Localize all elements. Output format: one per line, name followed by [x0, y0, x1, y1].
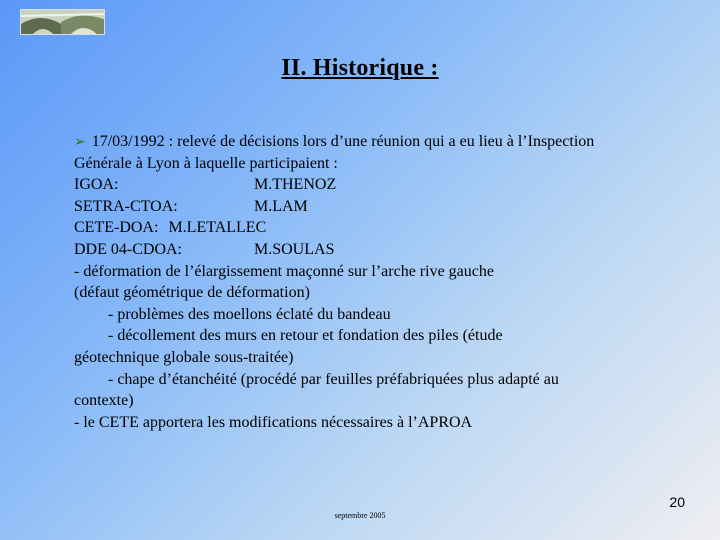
point-2: - le CETE apportera les modifications nécessaires à l’APROA — [74, 413, 473, 431]
participant-row — [74, 196, 694, 218]
intro-text-2: Générale à Lyon à laquelle participaient : — [74, 154, 338, 172]
slide-body — [74, 131, 694, 433]
participant-org: IGOA: — [74, 176, 119, 194]
sub-point-3-line-1: - chape d’étanchéité (procédé par feuilles préfabriquées plus adapté au — [108, 370, 559, 388]
participant-org: DDE 04-CDOA: — [74, 240, 182, 258]
participant-org: SETRA-CTOA: — [74, 197, 178, 215]
bridge-photo-logo — [20, 9, 105, 35]
participant-name: M.LETALLEC — [168, 219, 267, 237]
intro-line — [74, 131, 694, 153]
page-number: 20 — [669, 494, 685, 510]
participant-name: M.THENOZ — [254, 176, 337, 194]
footer-date: septembre 2005 — [334, 511, 386, 520]
sub-point-1: - problèmes des moellons éclaté du bandeau — [108, 305, 391, 323]
slide-title: II. Historique : — [281, 55, 439, 81]
point-1-line-1: - déformation de l’élargissement maçonné sur l’arche rive gauche — [74, 262, 494, 280]
participant-name: M.LAM — [254, 197, 308, 215]
participant-row — [74, 217, 694, 239]
intro-text-1: 17/03/1992 : relevé de décisions lors d’une réunion qui a eu lieu à l’Inspection — [91, 133, 595, 150]
point-1-line-2: (défaut géométrique de déformation) — [74, 284, 310, 302]
sub-point-2-line-2: géotechnique globale sous-traitée) — [74, 348, 294, 366]
participant-row — [74, 174, 694, 196]
participant-row — [74, 239, 694, 261]
participant-org: CETE-DOA: — [74, 219, 159, 237]
sub-point-3-line-2: contexte) — [74, 392, 134, 410]
participant-name: M.SOULAS — [254, 240, 335, 258]
arrow-bullet-icon: ➢ — [74, 134, 86, 150]
sub-point-2-line-1: - décollement des murs en retour et fondation des piles (étude — [108, 327, 503, 345]
